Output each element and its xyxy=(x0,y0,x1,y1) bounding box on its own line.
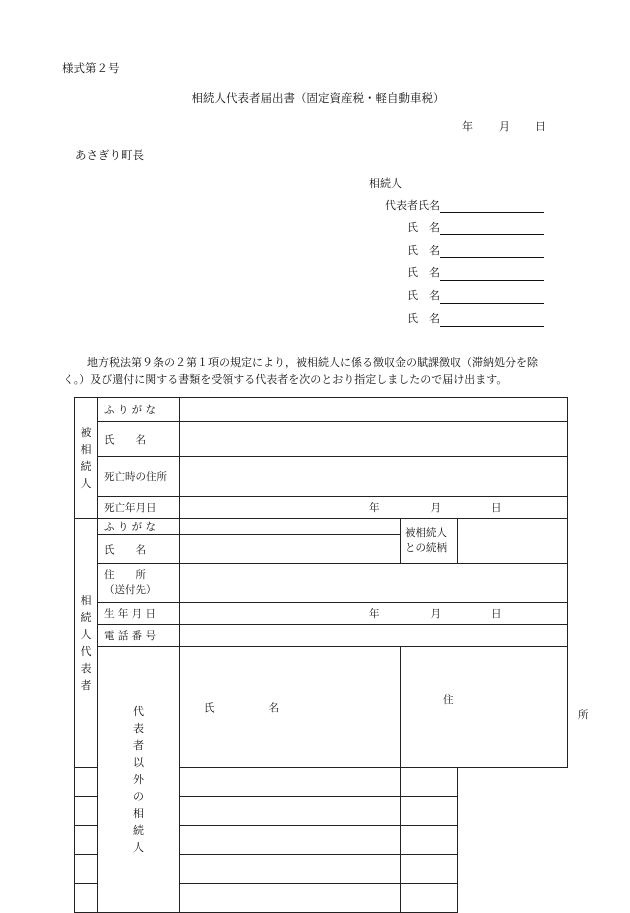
rep-relation-label: 被相続人 との続柄 xyxy=(401,519,458,564)
heir-address-field[interactable] xyxy=(180,768,401,797)
heir-relation-field[interactable] xyxy=(401,884,458,913)
table-row xyxy=(75,398,568,422)
heir-address-field[interactable] xyxy=(180,826,401,855)
table-row xyxy=(75,625,568,647)
signatory-name-line[interactable] xyxy=(440,234,544,235)
representative-name-line[interactable] xyxy=(440,212,544,213)
other-heirs-section-label: 代表者以外の相続人 xyxy=(98,647,180,913)
signatory-name-line[interactable] xyxy=(440,326,544,327)
signatory-name-label: 氏 名 xyxy=(407,221,440,234)
representative-name-label: 代表者氏名 xyxy=(385,199,440,212)
table-row xyxy=(75,826,568,855)
heir-address-field[interactable] xyxy=(180,855,401,884)
signatory-name-line[interactable] xyxy=(440,257,544,258)
table-row xyxy=(75,564,568,603)
heir-name-field[interactable] xyxy=(75,855,180,884)
rep-phone-label: 電 話 番 号 xyxy=(98,625,180,647)
heir-name-field[interactable] xyxy=(75,797,180,826)
rep-furigana-label: ふ り が な xyxy=(98,519,180,535)
table-row xyxy=(75,603,568,625)
rep-birth-label: 生 年 月 日 xyxy=(98,603,180,625)
table-row xyxy=(75,497,568,519)
deceased-address-field[interactable] xyxy=(180,457,568,497)
statement-paragraph xyxy=(63,354,568,388)
signatory-name-label: 氏 名 xyxy=(407,289,440,302)
rep-name-field[interactable] xyxy=(180,535,401,564)
table-row xyxy=(75,855,568,884)
heir-name-field[interactable] xyxy=(75,826,180,855)
rep-address-field[interactable] xyxy=(180,564,568,603)
heir-relation-field[interactable] xyxy=(401,768,458,797)
rep-name-label: 氏 名 xyxy=(98,535,180,564)
deceased-section-label: 被相続人 xyxy=(75,398,98,519)
signatory-name-line[interactable] xyxy=(440,280,544,281)
heir-address-field[interactable] xyxy=(180,797,401,826)
signatory-name-label: 氏 名 xyxy=(407,312,440,325)
header-name: 氏 名 xyxy=(180,647,401,768)
rep-phone-field[interactable] xyxy=(180,625,568,647)
deceased-date-field[interactable]: 年 月 日 xyxy=(180,497,568,519)
heir-address-field[interactable] xyxy=(180,884,401,913)
signatory-name-label: 氏 名 xyxy=(407,266,440,279)
table-row xyxy=(75,647,568,768)
deceased-name-field[interactable] xyxy=(180,422,568,457)
heir-relation-field[interactable] xyxy=(401,855,458,884)
table-row xyxy=(75,797,568,826)
form-number: 様式第２号 xyxy=(62,61,120,75)
heir-relation-field[interactable] xyxy=(401,797,458,826)
document-title: 相続人代表者届出書（固定資産税・軽自動車税） xyxy=(191,91,445,105)
header-address: 住所 xyxy=(401,647,568,768)
statement-line: く。）及び還付に関する書類を受領する代表者を次のとおり指定しましたので届け出ます。 xyxy=(63,373,508,386)
date-day-label: 日 xyxy=(535,120,546,133)
date-month-label: 月 xyxy=(499,120,510,133)
representative-section-label: 相続人代表者 xyxy=(75,519,98,768)
date-year-label: 年 xyxy=(462,120,473,133)
deceased-address-label: 死亡時の住所 xyxy=(98,457,180,497)
table-row xyxy=(75,884,568,913)
rep-relation-field[interactable] xyxy=(458,519,568,564)
rep-address-label: 住 所 （送付先） xyxy=(98,564,180,603)
addressee: あさぎり町長 xyxy=(75,148,144,162)
signatory-name-line[interactable] xyxy=(440,303,544,304)
signatory-heading: 相続人 xyxy=(369,177,402,190)
table-row xyxy=(75,519,568,535)
deceased-date-label: 死亡年月日 xyxy=(98,497,180,519)
deceased-furigana-label: ふ り が な xyxy=(98,398,180,422)
rep-birth-field[interactable]: 年 月 日 xyxy=(180,603,568,625)
heir-name-field[interactable] xyxy=(75,884,180,913)
statement-line: 地方税法第９条の２第１項の規定により，被相続人に係る徴収金の賦課徴収（滞納処分を除 xyxy=(87,356,538,369)
table-row xyxy=(75,422,568,457)
signatory-name-label: 氏 名 xyxy=(407,244,440,257)
rep-furigana-field[interactable] xyxy=(180,519,401,535)
deceased-name-label: 氏 名 xyxy=(98,422,180,457)
table-row xyxy=(75,768,568,797)
table-row xyxy=(75,457,568,497)
deceased-furigana-field[interactable] xyxy=(180,398,568,422)
notification-table xyxy=(74,397,589,913)
heir-name-field[interactable] xyxy=(75,768,180,797)
heir-relation-field[interactable] xyxy=(401,826,458,855)
